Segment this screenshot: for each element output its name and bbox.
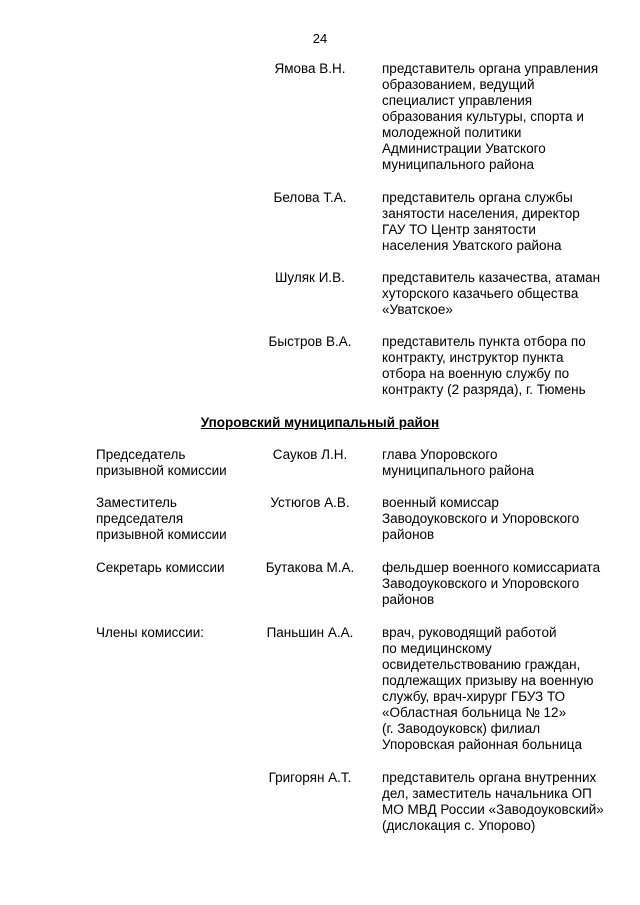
member-description: представитель казачества, атаман хуторского казачьего общества «Уватское» bbox=[382, 270, 601, 317]
member-role: Председатель призывной комиссии bbox=[96, 447, 227, 478]
member-description: представитель пункта отбора по контракту, инструктор пункта отбора на военную службу по контракту (2 разряда), г. Тюмень bbox=[382, 334, 586, 397]
section-title: Упоровский муниципальный район bbox=[200, 415, 440, 430]
member-name: Устюгов А.В. bbox=[270, 495, 350, 510]
member-name: Быстров В.А. bbox=[268, 334, 352, 349]
member-description: военный комиссар Заводоуковского и Упоровского районов bbox=[382, 495, 580, 542]
page-number: 24 bbox=[312, 31, 328, 46]
member-description: представитель органа управления образованием, ведущий специалист управления образования культуры, спорта и молодежной политики Администрации Уватского муниципального района bbox=[382, 61, 599, 172]
member-role: Члены комиссии: bbox=[96, 625, 205, 640]
member-name: Ямова В.Н. bbox=[274, 61, 346, 76]
member-name: Григорян А.Т. bbox=[268, 770, 352, 785]
member-description: врач, руководящий работой по медицинскому освидетельствованию граждан, подлежащих призыву на военную службу, врач-хирург ГБУЗ ТО «Областная больница № 12» (г. Заводоуковск) филиал Упоровская районная больница bbox=[382, 625, 594, 752]
member-description: представитель органа службы занятости населения, директор ГАУ ТО Центр занятости населения Уватского района bbox=[382, 190, 580, 253]
member-name: Сауков Л.Н. bbox=[272, 447, 348, 462]
member-name: Паньшин А.А. bbox=[266, 625, 354, 640]
member-description: представитель органа внутренних дел, заместитель начальника ОП МО МВД России «Заводоуковский» (дислокация с. Упорово) bbox=[382, 770, 604, 833]
member-name: Бутакова М.А. bbox=[265, 560, 355, 575]
member-role: Заместитель председателя призывной комиссии bbox=[96, 495, 227, 542]
member-name: Шуляк И.В. bbox=[275, 270, 345, 285]
member-description: фельдшер военного комиссариата Заводоуковского и Упоровского районов bbox=[382, 560, 601, 607]
member-role: Секретарь комиссии bbox=[96, 560, 225, 575]
member-description: глава Упоровского муниципального района bbox=[382, 447, 535, 478]
member-name: Белова Т.А. bbox=[273, 190, 347, 205]
